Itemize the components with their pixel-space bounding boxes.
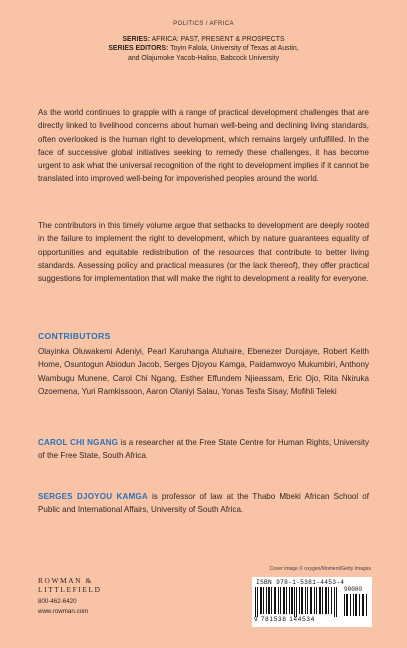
cover-credit: Cover image © oxygen/Moment/Getty Images [269,566,371,572]
price-barcode-icon [344,594,368,616]
publisher-contact [38,597,102,616]
editors-line [0,44,407,53]
description-paragraph-1: As the world continues to grapple with a range of practical development challenges that are directly linked to livelihood concerns about human well-being and declining living standards, often overlooked is the human right to development, which remains largely unfulfilled. In the face of successive global initiatives seeking to remedy these challenges, it has become urgent to ask what the universal recognition of the right to development implies if it cannot be translated into improved well-being for impoverished peoples around the world. [38,108,369,184]
series-line [0,35,407,44]
editors-line1: Toyin Falola, University of Texas at Austin, [170,45,299,53]
barcode-box [252,577,372,627]
description-paragraph-2: The contributors in this timely volume argue that setbacks to development are deeply rooted in the failure to implement the right to development, which by nature guarantees equality of opportunities and equitable redistribution of the resources that contribute to better living standards. Assessing policy and practical measures (or the lack thereof), they offer practical suggestions for implementation that will make the right to development a reality for everyone. [38,221,369,284]
publisher-website: www.rowman.com [38,607,89,615]
editor-bio-text-2: is professor of law at the Thabo Mbeki African School of Public and International Affairs, University of South Africa. [38,492,369,515]
publisher-block [38,576,102,616]
editor-bio-1 [38,436,369,463]
editor-bio-2 [38,490,369,517]
series-value: AFRICA: PAST, PRESENT & PROSPECTS [151,36,285,43]
editor-name-1: CAROL CHI NGANG [38,438,119,447]
ean-barcode-icon [254,587,338,617]
editors-line2: and Olajumoke Yacob-Haliso, Babcock University [127,54,280,62]
contributors-list: Olayinka Oluwakemi Adeniyi, Pearl Karuhanga Atuhaire, Ebenezer Durojaye, Robert Keith Home, Osuntogun Abiodun Jacob, Serges Djoyou Kamga, Paidamwoyo Mukumbiri, Anthony Wambugu Munene, Carol Chi Ngang, Esther Effundem Njieassam, Eric Ojo, Rita Nkiruka Ozoemena, Yuri Ramkissoon, Aaron Olaniyi Salau, Yonas Tesfa Sisay, Mofihli Teleki [38,347,369,396]
editors-label: SERIES EDITORS: [108,45,169,53]
isbn-label: ISBN 978-1-5381-4453-4 [256,579,345,586]
publisher-name-line1: ROWMAN & [38,576,93,585]
ean-digits: 9 781538 144534 [254,616,316,623]
category-label: POLITICS / AFRICA [173,21,234,27]
editor-bio-text-1: is a researcher at the Free State Centre for Human Rights, University of the Free State, South Africa. [38,438,369,461]
editor-name-2: SERGES DJOYOU KAMGA [38,492,148,501]
series-label: SERIES: [122,36,151,43]
header [0,21,407,63]
publisher-name-line2: LITTLEFIELD [38,585,102,594]
price-code: 90000 [344,586,363,593]
contributors-heading: CONTRIBUTORS [38,331,111,341]
publisher-phone: 800-462-6420 [38,598,77,605]
